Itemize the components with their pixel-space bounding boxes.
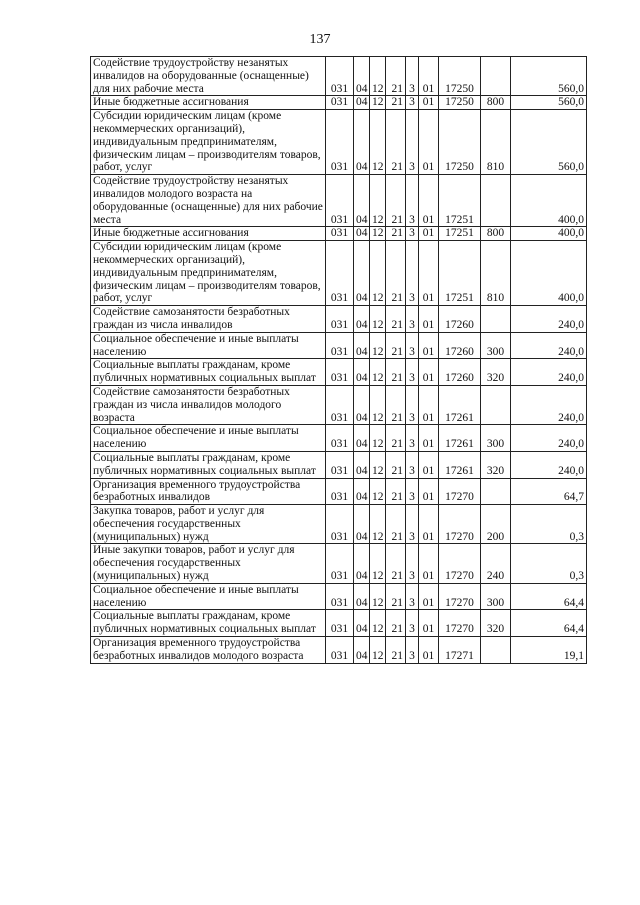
ministry-code: 031 bbox=[326, 110, 354, 175]
row-name: Социальные выплаты гражданам, кроме публичных нормативных социальных выплат bbox=[91, 610, 326, 637]
amount: 0,3 bbox=[511, 544, 587, 583]
subsection-code: 12 bbox=[370, 505, 386, 544]
amount: 240,0 bbox=[511, 332, 587, 359]
ministry-code: 031 bbox=[326, 241, 354, 306]
ministry-code: 031 bbox=[326, 332, 354, 359]
expense-type-code bbox=[481, 637, 511, 664]
target-code-direction: 17270 bbox=[439, 610, 481, 637]
subsection-code: 12 bbox=[370, 583, 386, 610]
section-code: 04 bbox=[354, 110, 370, 175]
target-code-event: 01 bbox=[419, 332, 439, 359]
target-code-direction: 17251 bbox=[439, 227, 481, 241]
target-code-event: 01 bbox=[419, 425, 439, 452]
subsection-code: 12 bbox=[370, 227, 386, 241]
expense-type-code bbox=[481, 57, 511, 96]
budget-table-body bbox=[91, 57, 587, 664]
subsection-code: 12 bbox=[370, 332, 386, 359]
subsection-code: 12 bbox=[370, 359, 386, 386]
subsection-code: 12 bbox=[370, 451, 386, 478]
table-row bbox=[91, 583, 587, 610]
target-code-subprogram: 3 bbox=[406, 478, 419, 505]
table-row bbox=[91, 637, 587, 664]
subsection-code: 12 bbox=[370, 306, 386, 333]
row-name: Организация временного трудоустройства безработных инвалидов bbox=[91, 478, 326, 505]
row-name: Иные бюджетные ассигнования bbox=[91, 227, 326, 241]
expense-type-code: 810 bbox=[481, 110, 511, 175]
ministry-code: 031 bbox=[326, 175, 354, 227]
subsection-code: 12 bbox=[370, 57, 386, 96]
target-code-direction: 17261 bbox=[439, 385, 481, 424]
ministry-code: 031 bbox=[326, 425, 354, 452]
page-number: 137 bbox=[309, 32, 331, 47]
target-code-subprogram: 3 bbox=[406, 227, 419, 241]
section-code: 04 bbox=[354, 478, 370, 505]
amount: 64,4 bbox=[511, 583, 587, 610]
target-code-direction: 17261 bbox=[439, 451, 481, 478]
target-code-program: 21 bbox=[386, 332, 406, 359]
target-code-subprogram: 3 bbox=[406, 241, 419, 306]
amount: 64,4 bbox=[511, 610, 587, 637]
amount: 240,0 bbox=[511, 359, 587, 386]
target-code-subprogram: 3 bbox=[406, 583, 419, 610]
target-code-program: 21 bbox=[386, 227, 406, 241]
target-code-subprogram: 3 bbox=[406, 505, 419, 544]
ministry-code: 031 bbox=[326, 96, 354, 110]
amount: 560,0 bbox=[511, 96, 587, 110]
target-code-event: 01 bbox=[419, 385, 439, 424]
target-code-direction: 17270 bbox=[439, 478, 481, 505]
table-row bbox=[91, 610, 587, 637]
subsection-code: 12 bbox=[370, 610, 386, 637]
row-name: Содействие самозанятости безработных граждан из числа инвалидов bbox=[91, 306, 326, 333]
table-row bbox=[91, 451, 587, 478]
subsection-code: 12 bbox=[370, 385, 386, 424]
ministry-code: 031 bbox=[326, 478, 354, 505]
row-name: Иные бюджетные ассигнования bbox=[91, 96, 326, 110]
target-code-program: 21 bbox=[386, 451, 406, 478]
subsection-code: 12 bbox=[370, 544, 386, 583]
row-name: Иные закупки товаров, работ и услуг для обеспечения государственных (муниципальных) нужд bbox=[91, 544, 326, 583]
table-row bbox=[91, 306, 587, 333]
target-code-program: 21 bbox=[386, 96, 406, 110]
amount: 240,0 bbox=[511, 425, 587, 452]
target-code-event: 01 bbox=[419, 241, 439, 306]
ministry-code: 031 bbox=[326, 57, 354, 96]
ministry-code: 031 bbox=[326, 451, 354, 478]
ministry-code: 031 bbox=[326, 637, 354, 664]
expense-type-code: 240 bbox=[481, 544, 511, 583]
target-code-program: 21 bbox=[386, 478, 406, 505]
amount: 240,0 bbox=[511, 306, 587, 333]
target-code-direction: 17260 bbox=[439, 306, 481, 333]
section-code: 04 bbox=[354, 425, 370, 452]
expense-type-code: 320 bbox=[481, 359, 511, 386]
row-name: Содействие трудоустройству незанятых инвалидов молодого возраста на оборудованные (оснащенные) для них рабочие места bbox=[91, 175, 326, 227]
target-code-subprogram: 3 bbox=[406, 610, 419, 637]
target-code-program: 21 bbox=[386, 57, 406, 96]
subsection-code: 12 bbox=[370, 478, 386, 505]
row-name: Закупка товаров, работ и услуг для обеспечения государственных (муниципальных) нужд bbox=[91, 505, 326, 544]
subsection-code: 12 bbox=[370, 425, 386, 452]
subsection-code: 12 bbox=[370, 241, 386, 306]
row-name: Содействие самозанятости безработных граждан из числа инвалидов молодого возраста bbox=[91, 385, 326, 424]
section-code: 04 bbox=[354, 544, 370, 583]
target-code-program: 21 bbox=[386, 359, 406, 386]
table-row bbox=[91, 478, 587, 505]
expense-type-code: 300 bbox=[481, 425, 511, 452]
ministry-code: 031 bbox=[326, 610, 354, 637]
target-code-subprogram: 3 bbox=[406, 637, 419, 664]
target-code-subprogram: 3 bbox=[406, 451, 419, 478]
target-code-program: 21 bbox=[386, 583, 406, 610]
target-code-event: 01 bbox=[419, 175, 439, 227]
amount: 400,0 bbox=[511, 227, 587, 241]
amount: 240,0 bbox=[511, 451, 587, 478]
target-code-direction: 17270 bbox=[439, 544, 481, 583]
target-code-program: 21 bbox=[386, 110, 406, 175]
row-name: Социальное обеспечение и иные выплаты населению bbox=[91, 332, 326, 359]
target-code-direction: 17271 bbox=[439, 637, 481, 664]
target-code-event: 01 bbox=[419, 227, 439, 241]
target-code-subprogram: 3 bbox=[406, 385, 419, 424]
expense-type-code: 300 bbox=[481, 583, 511, 610]
section-code: 04 bbox=[354, 610, 370, 637]
target-code-event: 01 bbox=[419, 637, 439, 664]
subsection-code: 12 bbox=[370, 110, 386, 175]
target-code-event: 01 bbox=[419, 583, 439, 610]
target-code-event: 01 bbox=[419, 610, 439, 637]
amount: 400,0 bbox=[511, 241, 587, 306]
table-row bbox=[91, 96, 587, 110]
expense-type-code bbox=[481, 385, 511, 424]
expense-type-code bbox=[481, 175, 511, 227]
ministry-code: 031 bbox=[326, 306, 354, 333]
target-code-direction: 17251 bbox=[439, 175, 481, 227]
ministry-code: 031 bbox=[326, 385, 354, 424]
table-row bbox=[91, 359, 587, 386]
row-name: Содействие трудоустройству незанятых инвалидов на оборудованные (оснащенные) для них рабочие места bbox=[91, 57, 326, 96]
table-row bbox=[91, 57, 587, 96]
row-name: Социальные выплаты гражданам, кроме публичных нормативных социальных выплат bbox=[91, 359, 326, 386]
target-code-subprogram: 3 bbox=[406, 175, 419, 227]
ministry-code: 031 bbox=[326, 227, 354, 241]
amount: 0,3 bbox=[511, 505, 587, 544]
target-code-program: 21 bbox=[386, 306, 406, 333]
target-code-event: 01 bbox=[419, 96, 439, 110]
target-code-event: 01 bbox=[419, 478, 439, 505]
table-row bbox=[91, 110, 587, 175]
expense-type-code: 800 bbox=[481, 96, 511, 110]
target-code-event: 01 bbox=[419, 306, 439, 333]
table-row bbox=[91, 227, 587, 241]
table-row bbox=[91, 505, 587, 544]
expense-type-code: 810 bbox=[481, 241, 511, 306]
target-code-direction: 17260 bbox=[439, 332, 481, 359]
ministry-code: 031 bbox=[326, 359, 354, 386]
section-code: 04 bbox=[354, 451, 370, 478]
target-code-program: 21 bbox=[386, 610, 406, 637]
table-row bbox=[91, 332, 587, 359]
amount: 19,1 bbox=[511, 637, 587, 664]
section-code: 04 bbox=[354, 227, 370, 241]
section-code: 04 bbox=[354, 175, 370, 227]
target-code-subprogram: 3 bbox=[406, 332, 419, 359]
expense-type-code: 300 bbox=[481, 332, 511, 359]
target-code-subprogram: 3 bbox=[406, 110, 419, 175]
section-code: 04 bbox=[354, 637, 370, 664]
section-code: 04 bbox=[354, 583, 370, 610]
section-code: 04 bbox=[354, 306, 370, 333]
expense-type-code: 320 bbox=[481, 610, 511, 637]
table-row bbox=[91, 425, 587, 452]
section-code: 04 bbox=[354, 359, 370, 386]
target-code-event: 01 bbox=[419, 505, 439, 544]
expense-type-code: 320 bbox=[481, 451, 511, 478]
expense-type-code bbox=[481, 306, 511, 333]
target-code-event: 01 bbox=[419, 451, 439, 478]
section-code: 04 bbox=[354, 385, 370, 424]
target-code-program: 21 bbox=[386, 385, 406, 424]
section-code: 04 bbox=[354, 332, 370, 359]
amount: 400,0 bbox=[511, 175, 587, 227]
row-name: Социальные выплаты гражданам, кроме публичных нормативных социальных выплат bbox=[91, 451, 326, 478]
target-code-direction: 17270 bbox=[439, 505, 481, 544]
target-code-program: 21 bbox=[386, 241, 406, 306]
target-code-program: 21 bbox=[386, 505, 406, 544]
target-code-program: 21 bbox=[386, 544, 406, 583]
row-name: Организация временного трудоустройства безработных инвалидов молодого возраста bbox=[91, 637, 326, 664]
ministry-code: 031 bbox=[326, 583, 354, 610]
target-code-direction: 17261 bbox=[439, 425, 481, 452]
target-code-event: 01 bbox=[419, 544, 439, 583]
target-code-event: 01 bbox=[419, 110, 439, 175]
table-row bbox=[91, 544, 587, 583]
ministry-code: 031 bbox=[326, 505, 354, 544]
amount: 64,7 bbox=[511, 478, 587, 505]
target-code-subprogram: 3 bbox=[406, 425, 419, 452]
target-code-program: 21 bbox=[386, 175, 406, 227]
target-code-subprogram: 3 bbox=[406, 96, 419, 110]
table-row bbox=[91, 175, 587, 227]
expense-type-code: 200 bbox=[481, 505, 511, 544]
target-code-direction: 17250 bbox=[439, 96, 481, 110]
table-row bbox=[91, 385, 587, 424]
amount: 240,0 bbox=[511, 385, 587, 424]
target-code-direction: 17270 bbox=[439, 583, 481, 610]
row-name: Социальное обеспечение и иные выплаты населению bbox=[91, 583, 326, 610]
expense-type-code bbox=[481, 478, 511, 505]
target-code-subprogram: 3 bbox=[406, 306, 419, 333]
target-code-subprogram: 3 bbox=[406, 544, 419, 583]
target-code-program: 21 bbox=[386, 425, 406, 452]
section-code: 04 bbox=[354, 241, 370, 306]
section-code: 04 bbox=[354, 505, 370, 544]
target-code-subprogram: 3 bbox=[406, 57, 419, 96]
section-code: 04 bbox=[354, 96, 370, 110]
target-code-event: 01 bbox=[419, 359, 439, 386]
target-code-subprogram: 3 bbox=[406, 359, 419, 386]
target-code-direction: 17250 bbox=[439, 57, 481, 96]
amount: 560,0 bbox=[511, 57, 587, 96]
amount: 560,0 bbox=[511, 110, 587, 175]
budget-table bbox=[90, 56, 587, 664]
row-name: Субсидии юридическим лицам (кроме некоммерческих организаций), индивидуальным предпринимателям, физическим лицам – производителям товаров, работ, услуг bbox=[91, 110, 326, 175]
target-code-program: 21 bbox=[386, 637, 406, 664]
target-code-direction: 17251 bbox=[439, 241, 481, 306]
row-name: Социальное обеспечение и иные выплаты населению bbox=[91, 425, 326, 452]
subsection-code: 12 bbox=[370, 96, 386, 110]
subsection-code: 12 bbox=[370, 637, 386, 664]
target-code-direction: 17250 bbox=[439, 110, 481, 175]
row-name: Субсидии юридическим лицам (кроме некоммерческих организаций), индивидуальным предпринимателям, физическим лицам – производителям товаров, работ, услуг bbox=[91, 241, 326, 306]
section-code: 04 bbox=[354, 57, 370, 96]
ministry-code: 031 bbox=[326, 544, 354, 583]
subsection-code: 12 bbox=[370, 175, 386, 227]
table-row bbox=[91, 241, 587, 306]
target-code-direction: 17260 bbox=[439, 359, 481, 386]
expense-type-code: 800 bbox=[481, 227, 511, 241]
target-code-event: 01 bbox=[419, 57, 439, 96]
